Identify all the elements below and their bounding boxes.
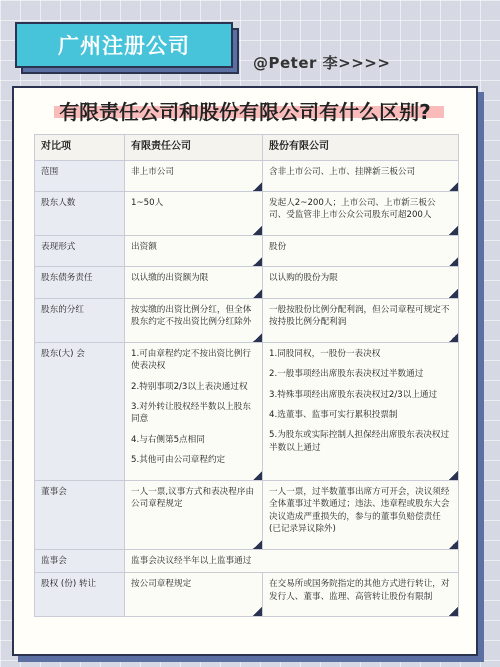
share-cell xyxy=(263,267,459,298)
column-header: 对比项 xyxy=(35,135,125,161)
row-label: 范围 xyxy=(35,160,125,191)
cell-text: 1.可由章程约定不按出资比例行使表决权 xyxy=(131,348,251,372)
cell-text: 5.为股东或实际控制人担保经出席股东表决权过半数以上通过 xyxy=(269,430,450,453)
corner-fold xyxy=(253,226,262,235)
merged-cell: 监事会决议经半年以上监事通过 xyxy=(125,549,459,572)
row-label: 股东债务责任 xyxy=(35,267,125,298)
row-label: 表现形式 xyxy=(35,235,125,266)
row-label: 股东人数 xyxy=(35,191,125,235)
table-row xyxy=(35,480,459,549)
row-label: 股东的分红 xyxy=(35,298,125,342)
ltd-cell xyxy=(125,235,263,266)
corner-fold xyxy=(253,182,262,191)
ltd-cell xyxy=(125,342,263,480)
cell-text: 4.选董事、监事可实行累积投票制 xyxy=(269,410,398,421)
table-row xyxy=(35,267,459,298)
badge-text: 广州注册公司 xyxy=(58,34,190,58)
cell-text: 含非上市公司、上市、挂牌新三板公司 xyxy=(269,166,416,177)
author-handle: @Peter 李>>>> xyxy=(253,54,391,72)
corner-fold xyxy=(449,182,458,191)
share-cell xyxy=(263,160,459,191)
cell-text: 以认缴的出资额为限 xyxy=(131,273,209,284)
card-title: 有限责任公司和股份有限公司有什么区别? xyxy=(59,100,431,124)
table-row xyxy=(35,573,459,617)
table-row xyxy=(35,191,459,235)
ltd-cell xyxy=(125,298,263,342)
table-row xyxy=(35,160,459,191)
ltd-cell xyxy=(125,191,263,235)
cell-text: 股份 xyxy=(269,241,287,252)
cell-text: 3.特殊事项经出席股东表决权过2/3以上通过 xyxy=(269,389,438,400)
row-label: 董事会 xyxy=(35,480,125,549)
corner-fold xyxy=(253,257,262,266)
cell-text: 非上市公司 xyxy=(131,166,174,177)
cell-text: 一般按股份比例分配利润，但公司章程可规定不按持股比例分配利润 xyxy=(269,304,450,328)
table-row xyxy=(35,342,459,480)
corner-fold xyxy=(253,289,262,298)
cell-text: 在交易所或国务院指定的其他方式进行转让，对发行人、董事、监理、高管转让股份有限制 xyxy=(269,579,450,602)
column-header: 股份有限公司 xyxy=(263,135,459,161)
row-label: 股东(大) 会 xyxy=(35,342,125,480)
cell-text: 1.同股同权，一股份一表决权 xyxy=(269,348,381,359)
share-cell xyxy=(263,298,459,342)
cell-text: 5.其他可由公司章程约定 xyxy=(131,455,226,466)
ltd-cell xyxy=(125,480,263,549)
ltd-cell xyxy=(125,267,263,298)
corner-fold xyxy=(449,540,458,549)
table-row xyxy=(35,235,459,266)
comparison-card xyxy=(12,86,478,656)
corner-fold xyxy=(253,471,262,480)
share-cell xyxy=(263,235,459,266)
corner-fold xyxy=(253,607,262,616)
corner-fold xyxy=(449,607,458,616)
share-cell xyxy=(263,480,459,549)
title-badge xyxy=(15,22,233,68)
share-cell xyxy=(263,191,459,235)
corner-fold xyxy=(449,333,458,342)
row-label: 监事会 xyxy=(35,549,125,572)
cell-text: 1~50人 xyxy=(131,197,164,208)
share-cell xyxy=(263,342,459,480)
corner-fold xyxy=(449,257,458,266)
cell-text: 3.对外转让股权经半数以上股东同意 xyxy=(131,402,251,425)
share-cell xyxy=(263,573,459,617)
cell-text: 一人一票，过半数董事出席方可开会，决议须经全体董事过半数通过；违法、违章程或股东大会决议造成严重损失的，参与的董事负赔偿责任(已记录异议除外) xyxy=(269,486,450,535)
table-row xyxy=(35,549,459,572)
table-row xyxy=(35,298,459,342)
cell-text: 按公司章程规定 xyxy=(131,579,192,590)
table-body xyxy=(35,160,459,617)
cell-text: 一人一票,议事方式和表决程序由公司章程规定 xyxy=(131,486,255,510)
corner-fold xyxy=(253,333,262,342)
corner-fold xyxy=(449,471,458,480)
row-label: 股权 (份) 转让 xyxy=(35,573,125,617)
corner-fold xyxy=(253,540,262,549)
ltd-cell xyxy=(125,160,263,191)
table-header-row xyxy=(35,135,459,161)
cell-text: 2.一般事项经出席股东表决权过半数通过 xyxy=(269,369,424,380)
cell-text: 4.与右侧第5点相同 xyxy=(131,434,205,445)
badge-face xyxy=(15,22,233,68)
cell-text: 出资额 xyxy=(131,241,157,252)
cell-text: 以认购的股份为限 xyxy=(269,273,338,284)
cell-text: 发起人2~200人；上市公司、上市新三板公司、受监管非上市公众公司股东可超200人 xyxy=(269,197,436,221)
cell-text: 2.特别事项2/3以上表决通过权 xyxy=(131,381,248,392)
comparison-table xyxy=(34,134,459,617)
corner-fold xyxy=(449,226,458,235)
column-header: 有限责任公司 xyxy=(125,135,263,161)
corner-fold xyxy=(449,289,458,298)
cell-text: 按实缴的出资比例分红，但全体股东约定不按出资比例分红除外 xyxy=(131,304,252,328)
ltd-cell xyxy=(125,573,263,617)
